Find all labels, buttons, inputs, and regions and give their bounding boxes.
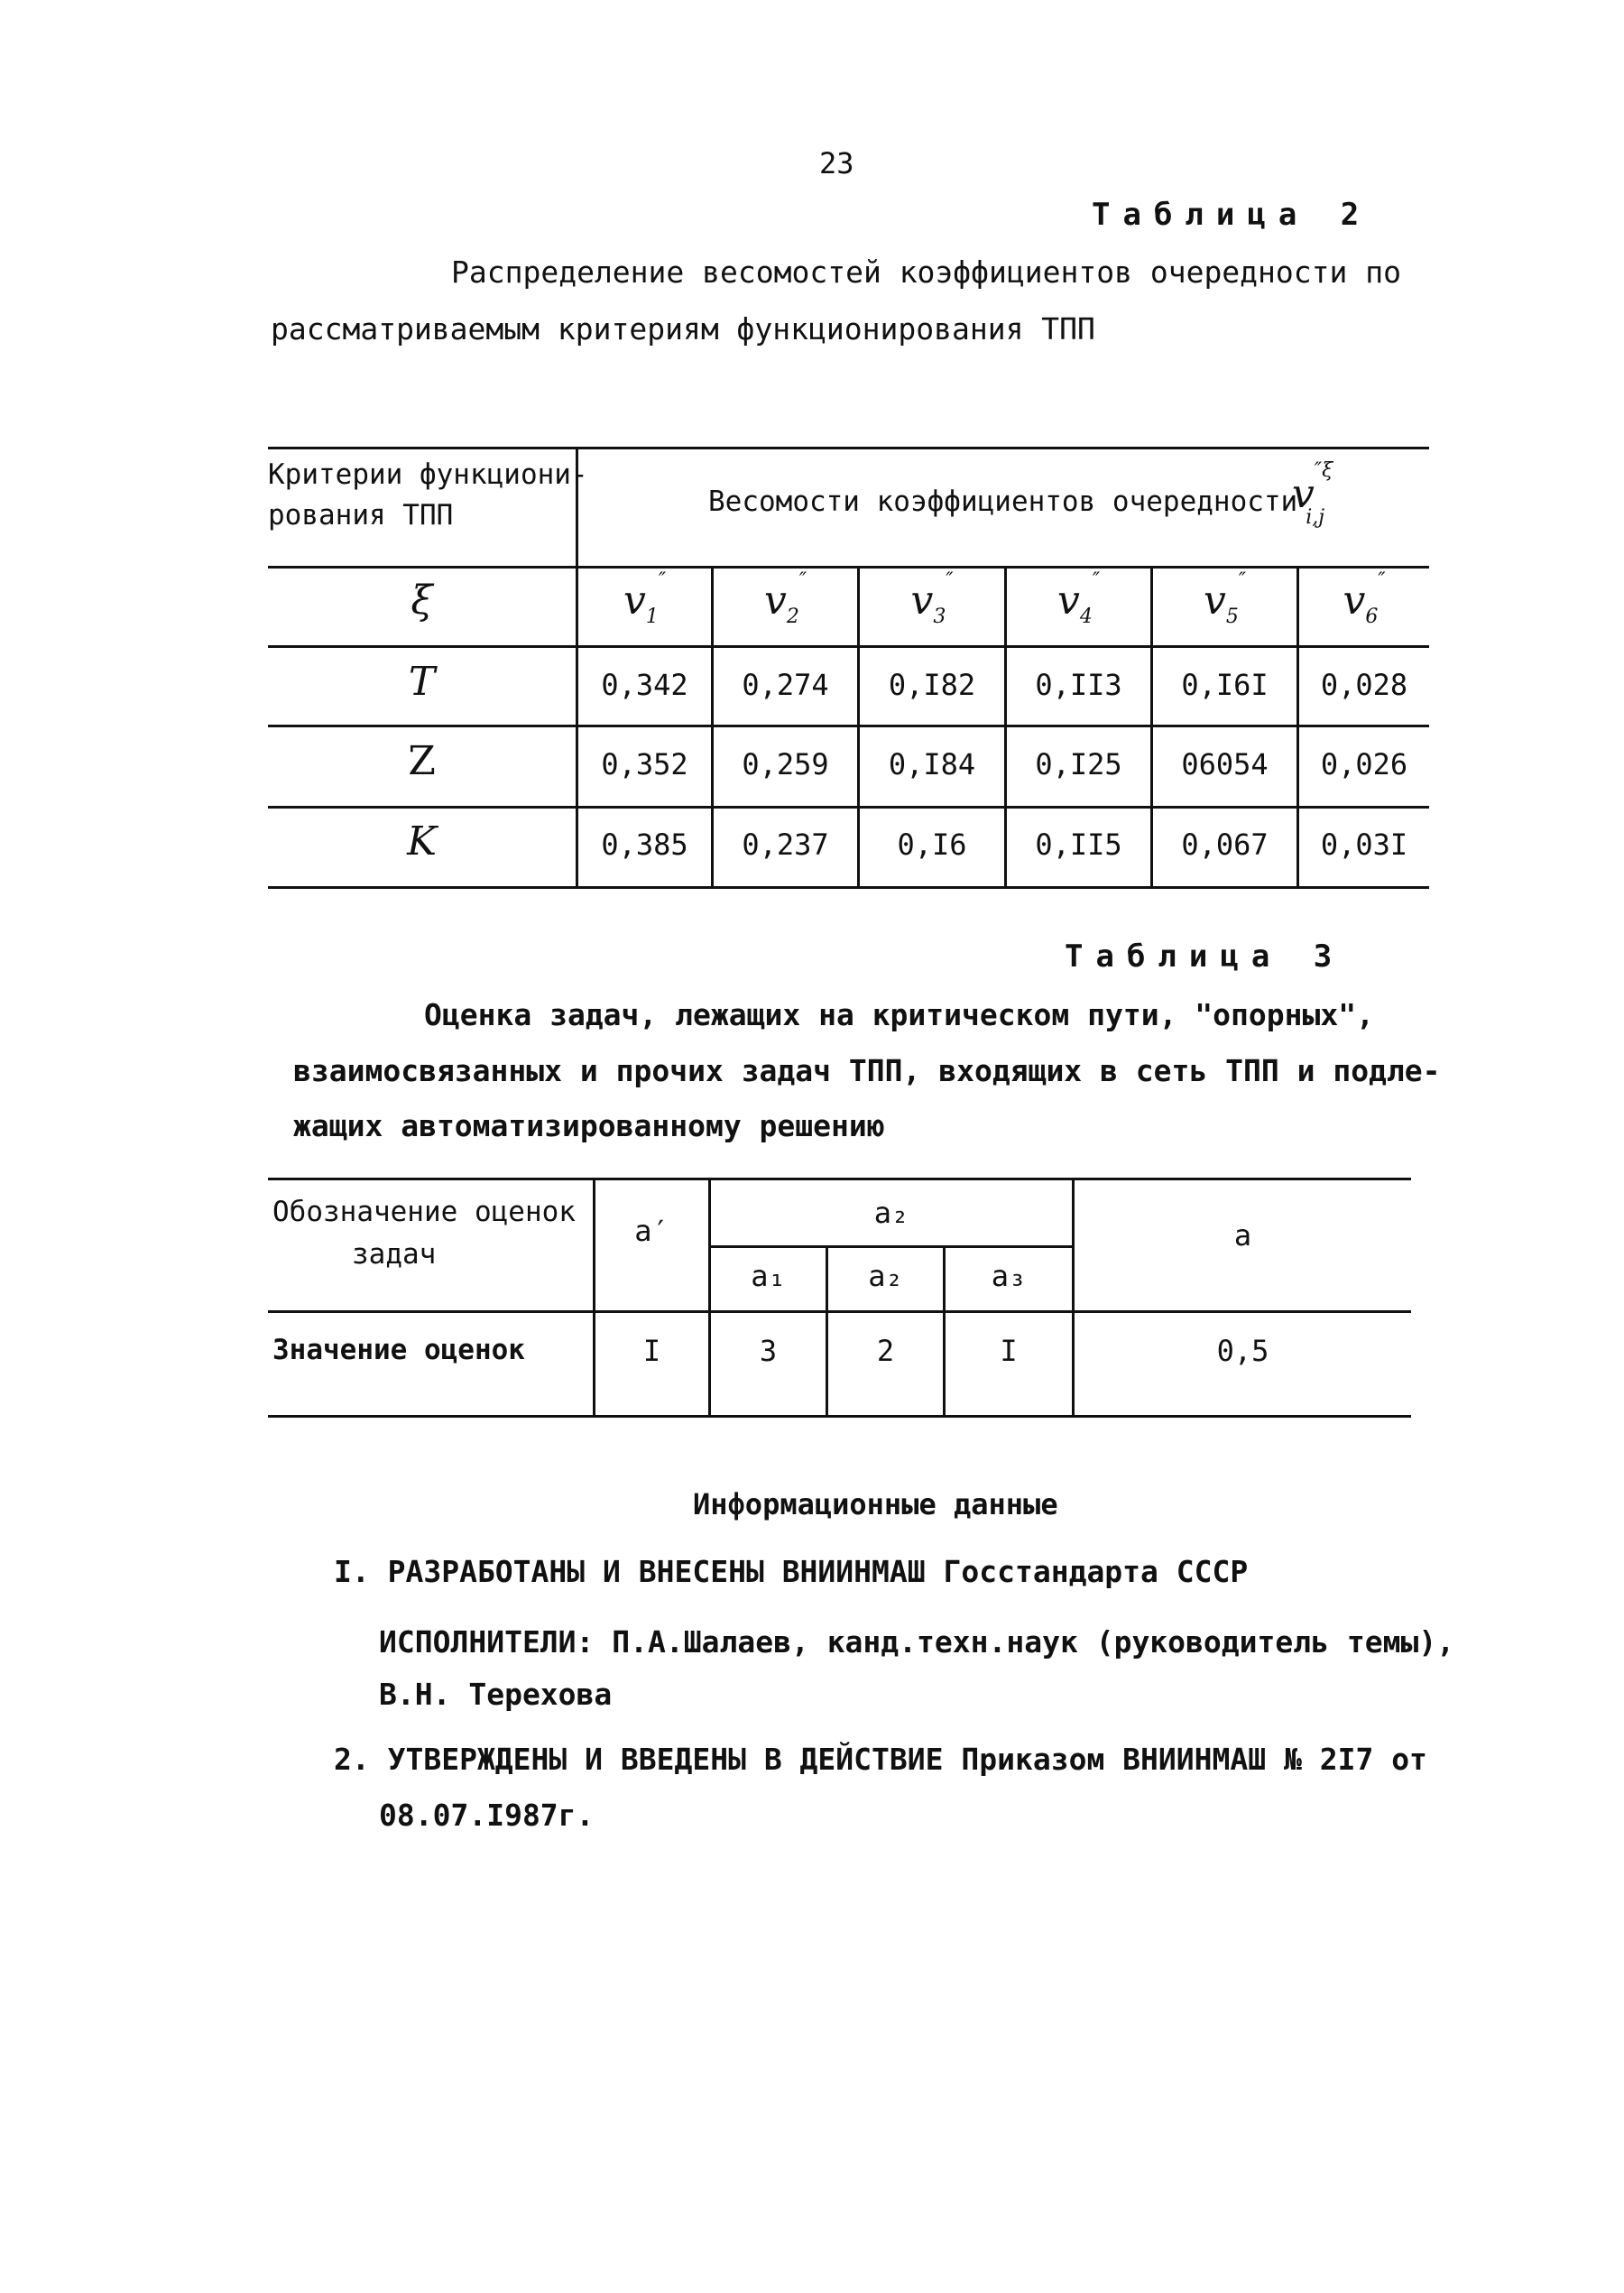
table2-cell: 0,I6 <box>897 828 967 862</box>
table3-title-line3: жащих автоматизированному решению <box>293 1108 885 1143</box>
symbol-sup: ″ <box>946 569 954 593</box>
table2-cell: 0,385 <box>601 828 688 862</box>
table2-cell: 0,I6I <box>1181 668 1269 702</box>
table2-header-symbol <box>1292 459 1352 529</box>
table3-subheader: a₃ <box>991 1259 1027 1293</box>
table3-subheader: a₂ <box>868 1259 903 1293</box>
table3-subheader: a₁ <box>751 1259 786 1293</box>
table2-rule <box>268 806 1429 809</box>
table3-rule <box>268 1310 1411 1313</box>
table2-cell: 0,274 <box>742 668 829 702</box>
table2-cell: 0,03I <box>1320 828 1408 862</box>
table2-cell: 0,352 <box>601 747 688 781</box>
table2-cell: 0,342 <box>601 668 688 702</box>
table3-row-label: Значение оценок <box>272 1334 525 1366</box>
table3-cell: I <box>1000 1334 1018 1368</box>
info-item1: I. РАЗРАБОТАНЫ И ВНЕСЕНЫ ВНИИНМАШ Госстандарта СССР <box>334 1554 1249 1589</box>
symbol-sub: 1 <box>645 605 659 628</box>
table3-cell: I <box>642 1334 661 1368</box>
table2-xi-symbol: ξ <box>411 578 433 624</box>
table2-title-line2: рассматриваемым критериям функционирования ТПП <box>271 311 1095 347</box>
table2-cell: 0,067 <box>1181 828 1269 862</box>
table3-cell: 0,5 <box>1216 1334 1269 1368</box>
table2-col-header <box>1299 569 1429 628</box>
symbol-sub: 5 <box>1225 605 1239 628</box>
table2-cell: 0,II5 <box>1035 828 1122 862</box>
table2-header-weights: Весомости коэффициентов очередности <box>708 485 1298 518</box>
table2-col-header <box>1007 569 1150 628</box>
table2-col-header <box>1153 569 1296 628</box>
table2-rule <box>268 725 1429 727</box>
table2-rule <box>268 886 1429 889</box>
table2-cell: 0,II3 <box>1035 668 1122 702</box>
table3-rule <box>268 1415 1411 1418</box>
symbol-v: v <box>1203 578 1226 624</box>
info-heading: Информационные данные <box>693 1487 1058 1521</box>
table2-cell: 0,259 <box>742 747 829 781</box>
symbol-sub: 3 <box>933 605 946 628</box>
info-item1-executors: ИСПОЛНИТЕЛИ: П.А.Шалаев, канд.техн.наук (руководитель темы), <box>379 1624 1455 1660</box>
table3-cell: 2 <box>876 1334 895 1368</box>
table2-row-label: Z <box>408 738 436 784</box>
table2-caption: Таблица 2 <box>1092 197 1372 233</box>
table2-cell: 06054 <box>1181 747 1269 781</box>
table2-col-header <box>714 569 857 628</box>
table2-row-label: K <box>407 818 437 864</box>
table2-rule <box>576 447 578 886</box>
symbol-sub: 6 <box>1365 605 1379 628</box>
table2-header-criteria-line2: рования ТПП <box>268 499 454 532</box>
table2-rule <box>268 447 1429 449</box>
symbol-sup: ″ <box>1238 569 1247 593</box>
table3-caption: Таблица 3 <box>1065 938 1345 975</box>
table3-rule <box>1072 1178 1075 1415</box>
symbol-sup: ″ξ <box>1314 459 1333 483</box>
symbol-sup: ″ <box>1092 569 1101 593</box>
table3-header-a2: a₂ <box>873 1196 909 1230</box>
table2-cell: 0,026 <box>1320 747 1408 781</box>
table2-rule <box>268 566 1429 569</box>
symbol-sup: ″ <box>1378 569 1386 593</box>
table3-header-a-prime: a′ <box>634 1214 669 1248</box>
table2-cell: 0,I25 <box>1035 747 1122 781</box>
table2-cell: 0,I84 <box>888 747 976 781</box>
symbol-sup: ″ <box>658 569 667 593</box>
table3-header-designation-line1: Обозначение оценок <box>272 1196 576 1228</box>
symbol-v: v <box>623 578 646 624</box>
table2-cell: 0,I82 <box>888 668 976 702</box>
info-item2-line2: 08.07.I987г. <box>379 1798 595 1833</box>
table3-header-a: a <box>1233 1218 1252 1253</box>
symbol-v: v <box>1343 578 1366 624</box>
info-item2-line1: 2. УТВЕРЖДЕНЫ И ВВЕДЕНЫ В ДЕЙСТВИЕ Приказом ВНИИНМАШ № 2I7 от <box>334 1742 1427 1777</box>
symbol-sub: 4 <box>1079 605 1093 628</box>
table2-col-header <box>860 569 1004 628</box>
table3-cell: 3 <box>759 1334 778 1368</box>
symbol-sub: 2 <box>786 605 799 628</box>
table3-rule <box>708 1245 1074 1248</box>
table3-rule <box>268 1178 1411 1180</box>
table2-row-label: T <box>408 659 436 705</box>
page-number: 23 <box>819 146 854 180</box>
symbol-v: v <box>1292 471 1315 517</box>
table2-header-criteria-line1: Критерии функциони- <box>268 458 588 491</box>
table2-cell: 0,237 <box>742 828 829 862</box>
symbol-v: v <box>1057 578 1080 624</box>
table2-col-header <box>578 569 711 628</box>
table2-rule <box>268 645 1429 648</box>
info-item1-executors-2: В.Н. Терехова <box>379 1677 613 1712</box>
symbol-sub: i,j <box>1306 505 1325 529</box>
symbol-sup: ″ <box>798 569 807 593</box>
table3-header-designation-line2: задач <box>352 1238 437 1271</box>
table2-title-line1: Распределение весомостей коэффициентов очередности по <box>451 254 1401 290</box>
symbol-v: v <box>910 578 934 624</box>
table3-title-line2: взаимосвязанных и прочих задач ТПП, входящих в сеть ТПП и подле- <box>293 1053 1441 1088</box>
symbol-v: v <box>763 578 787 624</box>
table2-cell: 0,028 <box>1320 668 1408 702</box>
table3-title-line1: Оценка задач, лежащих на критическом пути, "опорных", <box>424 997 1374 1032</box>
